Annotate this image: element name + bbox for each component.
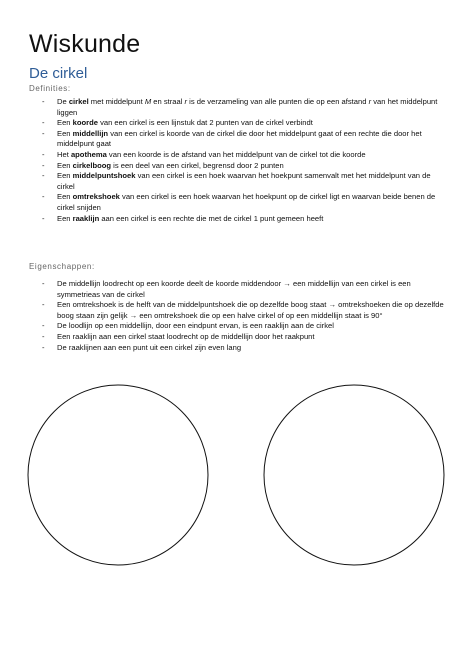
text-run: omtrekshoeken die op dezelfde boog staan zijn gelijk (57, 300, 444, 320)
text-run: is de verzameling van alle punten die op een afstand (187, 97, 369, 106)
text-run: Een (57, 118, 73, 128)
text-run: is een deel van een cirkel, begrensd door 2 punten (111, 160, 284, 170)
text-run: Een (57, 192, 73, 202)
circle-right (264, 385, 444, 565)
text-run: De loodlijn op een middellijn, door een eindpunt ervan, is een raaklijn aan de cirkel (57, 321, 334, 331)
text-run: Een omtrekshoek is de helft van de middelpuntshoek die op dezelfde boog staat (57, 300, 329, 310)
properties-label: Eigenschappen: (29, 262, 95, 271)
definition-item (29, 150, 447, 161)
bold-term: cirkel (68, 97, 89, 106)
text-run: Een (57, 160, 73, 170)
circle-left (28, 385, 208, 565)
text-run: De middellijn loodrecht op een koorde deelt de koorde middendoor (57, 279, 284, 288)
text-run: een middellijn van een cirkel is een symmetrieas van de cirkel (57, 279, 411, 299)
definitions-label: Definities: (29, 84, 71, 93)
property-item (29, 321, 447, 332)
bold-term: cirkelboog (72, 160, 112, 170)
text-run: van het middelpunt liggen (57, 97, 438, 117)
bold-term: raaklijn (72, 213, 100, 223)
bold-term: → (283, 279, 291, 288)
text-run: van een cirkel is een hoek waarvan het hoekpunt op de cirkel ligt en waarvan beide benen de cirkel snijden (57, 192, 436, 212)
text-run: Een raaklijn aan een cirkel staat loodrecht op de middellijn door het raakpunt (57, 331, 315, 341)
section-heading: De cirkel (29, 65, 88, 82)
text-run: en straal (151, 97, 185, 106)
bold-term: → (328, 300, 337, 310)
property-item (29, 332, 447, 343)
italic-symbol: M (144, 97, 152, 106)
bold-term: koorde (72, 118, 98, 128)
bold-term: middelpuntshoek (72, 171, 136, 181)
property-item (29, 343, 447, 354)
bold-term: omtrekshoek (72, 192, 120, 202)
properties-list (29, 279, 447, 353)
text-run: van een cirkel is een hoek waarvan het hoekpunt samenvalt met het middelpunt van de cirkel (57, 171, 431, 191)
definition-item (29, 129, 447, 150)
page-title: Wiskunde (29, 30, 141, 58)
text-run: van een cirkel is een lijnstuk dat 2 punten van de cirkel verbindt (97, 118, 313, 128)
property-item (29, 300, 447, 321)
definition-item (29, 192, 447, 213)
bold-term: → (129, 310, 138, 320)
italic-symbol: r (184, 97, 188, 106)
text-run: Een (57, 128, 73, 138)
text-run: Een (57, 171, 73, 181)
text-run: van een cirkel is koorde van de cirkel die door het middelpunt gaat of een rechte die door het middelpunt gaat (57, 128, 422, 149)
definition-item (29, 97, 447, 118)
text-run: aan een cirkel is een rechte die met de cirkel 1 punt gemeen heeft (99, 213, 324, 223)
definition-item (29, 161, 447, 172)
text-run: Een (57, 213, 73, 223)
property-item (29, 279, 447, 300)
text-run: een omtrekshoek die op een halve cirkel of op een middellijn staat is 90° (137, 310, 383, 320)
circle-drawings (0, 380, 474, 570)
bold-term: apothema (70, 149, 107, 159)
text-run: De (57, 97, 69, 106)
bold-term: middellijn (72, 128, 109, 138)
text-run: Het (57, 149, 71, 159)
definition-item (29, 214, 447, 225)
definition-item (29, 171, 447, 192)
italic-symbol: r (368, 97, 372, 106)
text-run: De raaklijnen aan een punt uit een cirkel zijn even lang (57, 342, 242, 352)
definitions-list (29, 97, 447, 224)
text-run: van een koorde is de afstand van het middelpunt van de cirkel tot die koorde (106, 149, 366, 159)
text-run: met middelpunt (88, 97, 145, 106)
definition-item (29, 118, 447, 129)
